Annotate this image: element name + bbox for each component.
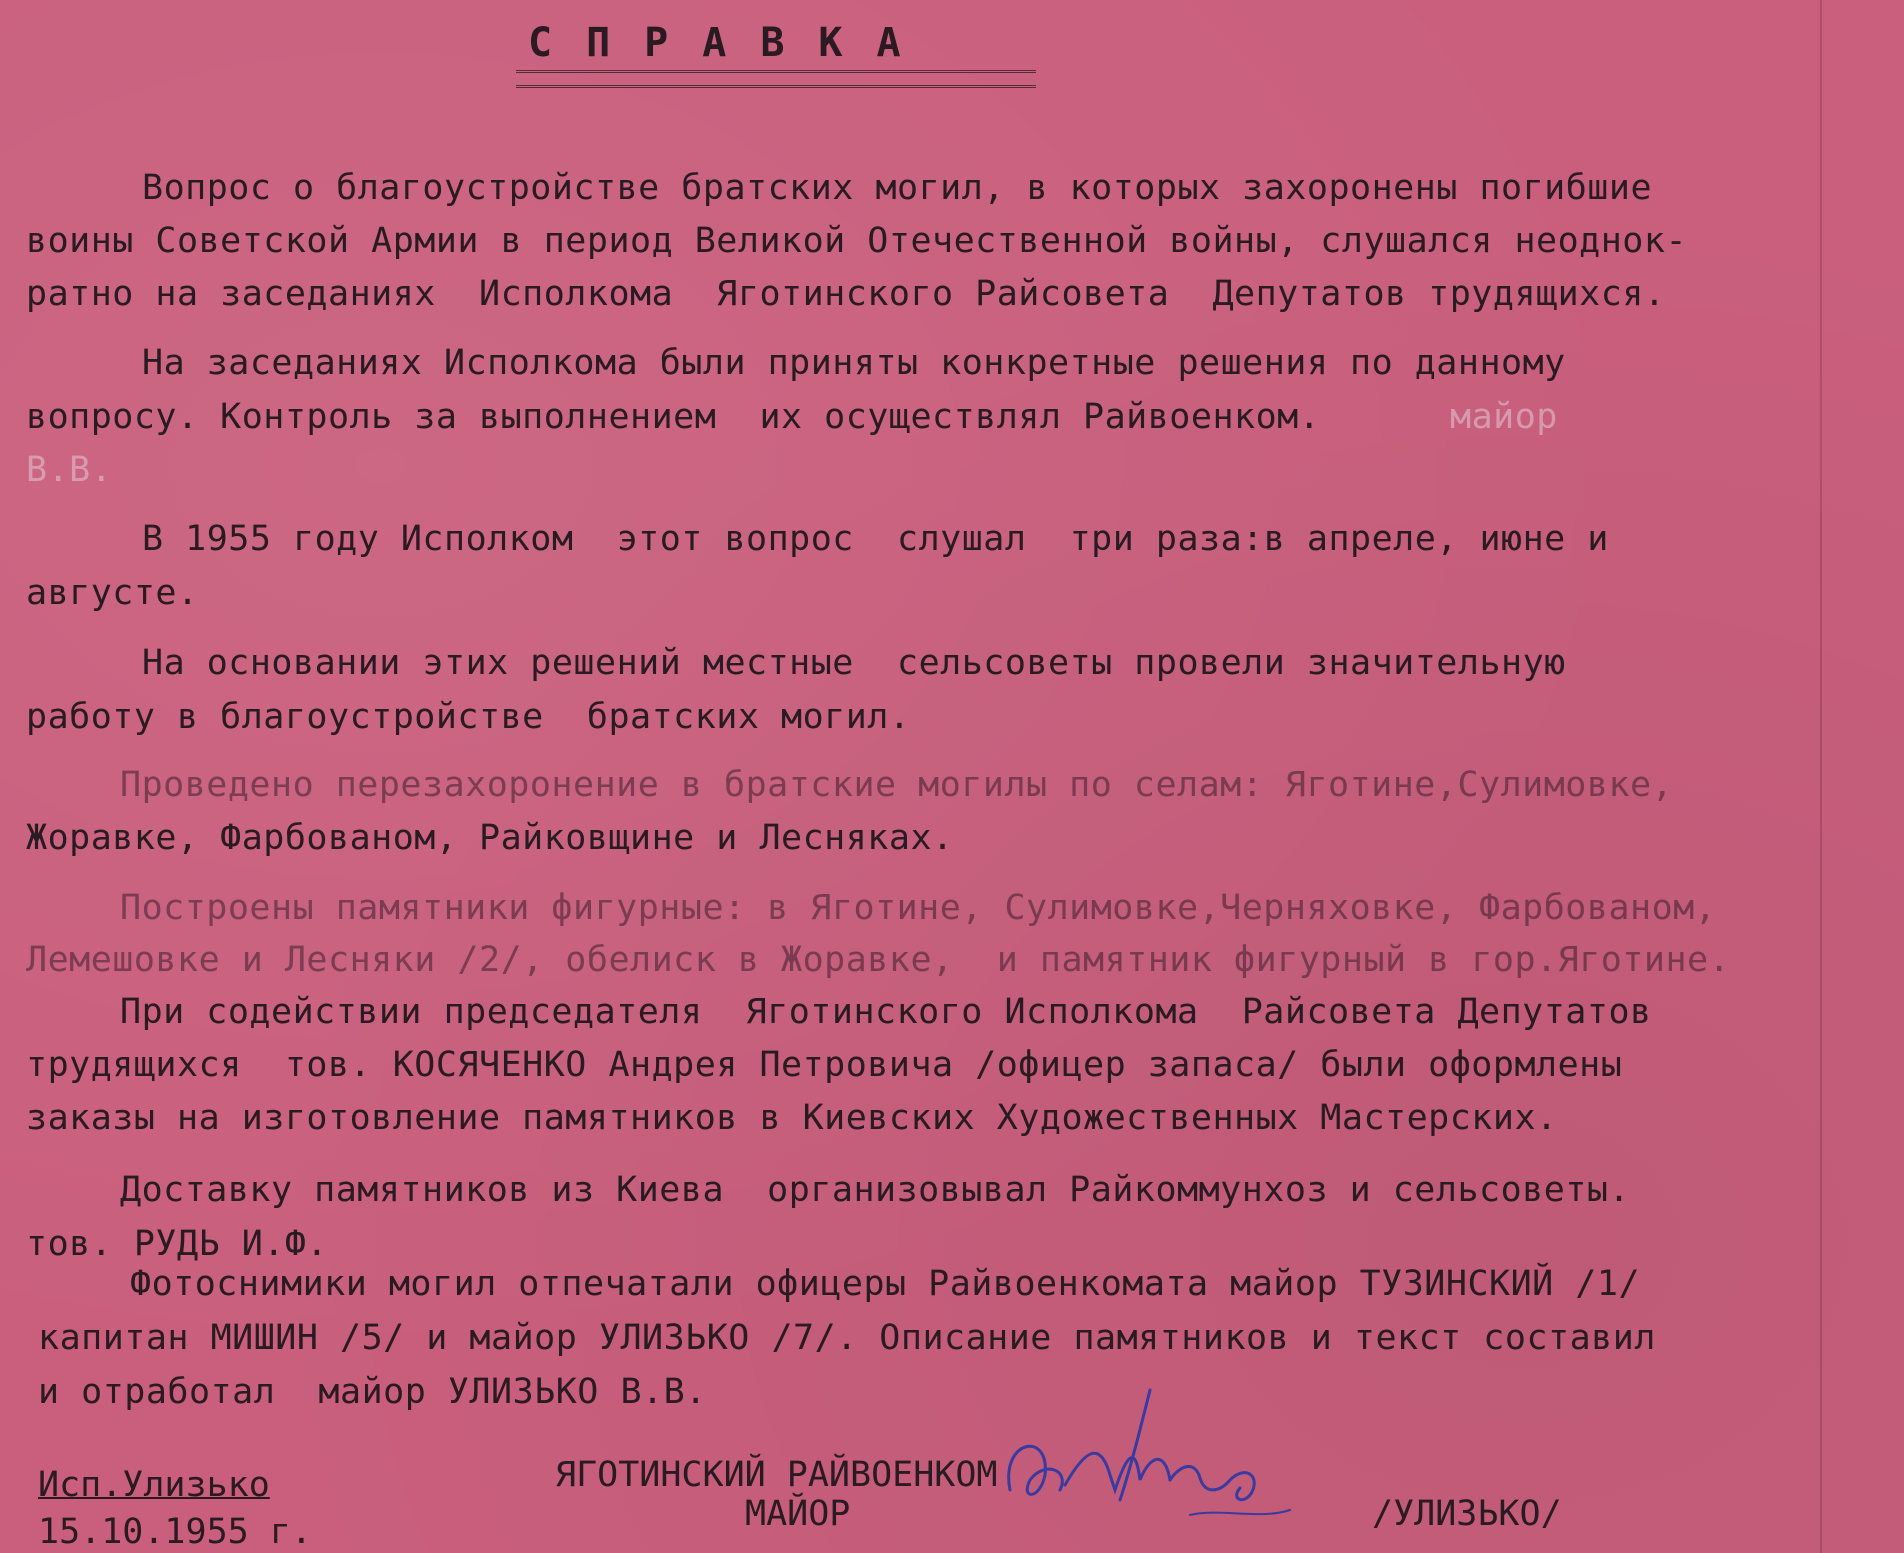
paper-fold-line [1820, 0, 1822, 1553]
executor-name: Исп.Улизько [38, 1465, 270, 1505]
paragraph-5-line-1: Проведено перезахоронение в братские могилы по селам: Яготине,Сулимовке, [120, 765, 1674, 805]
handwritten-signature [990, 1380, 1350, 1530]
paragraph-6-line-2: Лемешовке и Лесняки /2/, обелиск в Жоравке, и памятник фигурный в гор.Яготине. [26, 940, 1731, 980]
paragraph-4-line-2: работу в благоустройстве братских могил. [26, 697, 911, 737]
paragraph-9-line-3: и отработал майор УЛИЗЬКО В.В. [38, 1372, 707, 1412]
paragraph-1-line-3: ратно на заседаниях Исполкома Яготинского Райсовета Депутатов трудящихся. [26, 274, 1666, 314]
paragraph-8-line-2: тов. РУДЬ И.Ф. [26, 1224, 329, 1264]
paragraph-4-line-1: На основании этих решений местные сельсоветы провели значительную [142, 643, 1566, 683]
signature-name: /УЛИЗЬКО/ [1372, 1494, 1562, 1534]
paragraph-2-faint-rank: майор [1450, 397, 1558, 437]
paragraph-2-faint-initials: В.В. [26, 450, 113, 490]
position-title-line-1: ЯГОТИНСКИЙ РАЙВОЕНКОМ [555, 1455, 998, 1495]
paragraph-1-line-2: воины Советской Армии в период Великой Отечественной войны, слушался неоднок- [26, 221, 1688, 261]
paragraph-9-line-1: Фотоснимики могил отпечатали офицеры Райвоенкомата майор ТУЗИНСКИЙ /1/ [130, 1264, 1641, 1304]
title-underline [516, 70, 1036, 88]
paragraph-2-line-1: На заседаниях Исполкома были приняты конкретные решения по данному [142, 343, 1566, 383]
paragraph-9-line-2: капитан МИШИН /5/ и майор УЛИЗЬКО /7/. Описание памятников и текст составил [38, 1318, 1656, 1358]
paragraph-5-line-2: Жоравке, Фарбованом, Райковщине и Лесняках. [26, 818, 954, 858]
position-title-line-2: МАЙОР [745, 1494, 851, 1534]
paragraph-3-line-1: В 1955 году Исполком этот вопрос слушал три раза:в апреле, июне и [142, 519, 1609, 559]
document-date: 15.10.1955 г. [38, 1512, 312, 1552]
paragraph-8-line-1: Доставку памятников из Киева организовывал Райкоммунхоз и сельсоветы. [120, 1170, 1631, 1210]
paragraph-7-line-3: заказы на изготовление памятников в Киевских Художественных Мастерских. [26, 1098, 1558, 1138]
paragraph-2-line-2: вопросу. Контроль за выполнением их осуществлял Райвоенком. [26, 397, 1321, 437]
paragraph-3-line-2: августе. [26, 573, 199, 613]
paragraph-6-line-1: Построены памятники фигурные: в Яготине, Сулимовке,Черняховке, Фарбованом, [120, 888, 1717, 928]
document-title: СПРАВКА [528, 20, 935, 66]
paragraph-1-line-1: Вопрос о благоустройстве братских могил, в которых захоронены погибшие [142, 168, 1653, 208]
paragraph-7-line-1: При содействии председателя Яготинского Исполкома Райсовета Депутатов [120, 992, 1652, 1032]
paragraph-7-line-2: трудящихся тов. КОСЯЧЕНКО Андрея Петровича /офицер запаса/ были оформлены [26, 1045, 1623, 1085]
